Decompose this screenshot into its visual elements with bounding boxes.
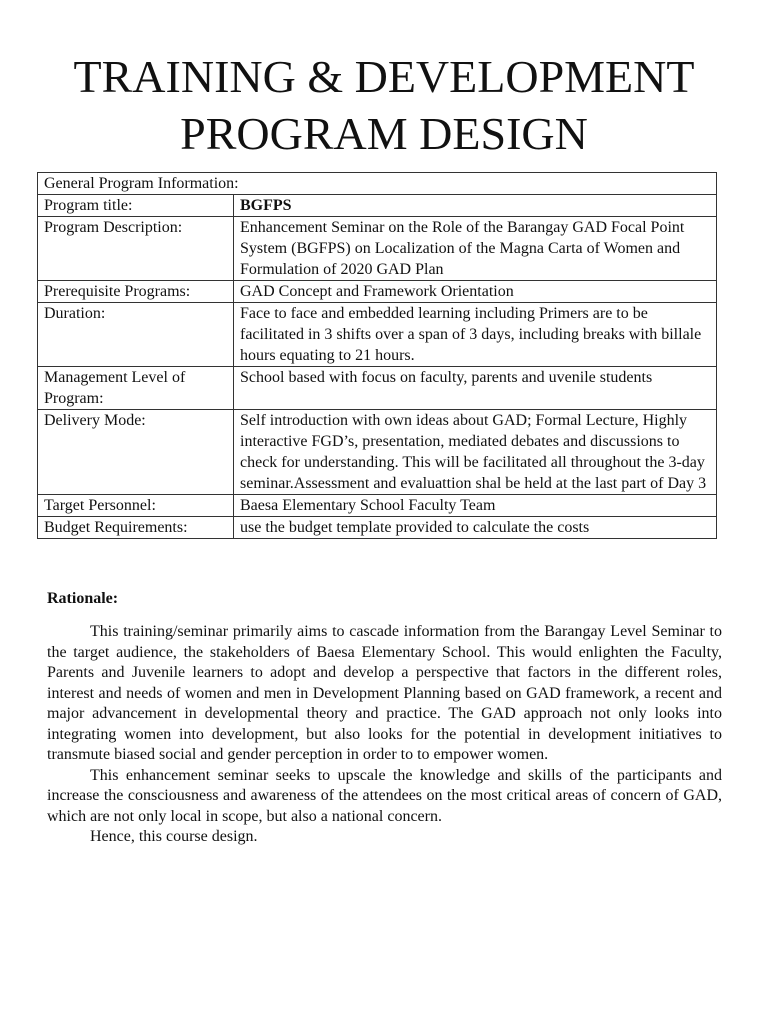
- row-value: Self introduction with own ideas about GAD; Formal Lecture, Highly interactive FGD’s, presentation, mediated debates and discussions to check for understanding. This will be facilitated all throughout the 3-day seminar.Assessment and evaluattion shal be held at the last part of Day 3: [234, 410, 717, 495]
- row-label: Target Personnel:: [38, 495, 234, 517]
- paragraph: This enhancement seminar seeks to upscale the knowledge and skills of the participants and increase the consciousness and awareness of the attendees on the most critical areas of concern of GAD, which are not only local in scope, but also a national concern.: [47, 766, 722, 825]
- table-header-row: [38, 173, 717, 195]
- table-row: [38, 517, 717, 539]
- paragraph: Hence, this course design.: [90, 828, 258, 845]
- rationale-body: [47, 622, 722, 848]
- row-value: BGFPS: [234, 195, 717, 217]
- title-line-2: PROGRAM DESIGN: [180, 108, 588, 159]
- table-row: [38, 217, 717, 281]
- table-row: [38, 195, 717, 217]
- row-label: Budget Requirements:: [38, 517, 234, 539]
- row-label: Management Level of Program:: [38, 367, 234, 410]
- table-row: [38, 367, 717, 410]
- row-label: Program Description:: [38, 217, 234, 281]
- row-value: Baesa Elementary School Faculty Team: [234, 495, 717, 517]
- row-value: GAD Concept and Framework Orientation: [234, 281, 717, 303]
- document-title: [0, 48, 768, 162]
- row-value: use the budget template provided to calculate the costs: [234, 517, 717, 539]
- table-row: [38, 303, 717, 367]
- row-value: Enhancement Seminar on the Role of the Barangay GAD Focal Point System (BGFPS) on Localization of the Magna Carta of Women and Formulation of 2020 GAD Plan: [234, 217, 717, 281]
- program-info-table: [37, 172, 717, 539]
- row-label: Duration:: [38, 303, 234, 367]
- row-value: Face to face and embedded learning including Primers are to be facilitated in 3 shifts over a span of 3 days, including breaks with billale hours equating to 21 hours.: [234, 303, 717, 367]
- rationale-heading: Rationale:: [47, 590, 119, 607]
- title-line-1: TRAINING & DEVELOPMENT: [73, 51, 695, 102]
- row-label: Delivery Mode:: [38, 410, 234, 495]
- paragraph: This training/seminar primarily aims to cascade information from the Barangay Level Seminar to the target audience, the stakeholders of Baesa Elementary School. This would enlighten the Faculty, Parents and Juvenile learners to adopt and develop a perspective that factors in the different roles, interest and needs of women and men in Development Planning based on GAD framework, a recent and major advancement in developmental theory and practice. The GAD approach not only looks into integrating women into development, but also looks for the potential in development initiatives to transmute biased social and gender perception in order to to empower women.: [47, 623, 722, 763]
- table-row: [38, 410, 717, 495]
- row-label: Program title:: [38, 195, 234, 217]
- row-label: Prerequisite Programs:: [38, 281, 234, 303]
- table-row: [38, 281, 717, 303]
- row-value: School based with focus on faculty, parents and uvenile students: [234, 367, 717, 410]
- table-header: General Program Information:: [38, 173, 717, 195]
- table-row: [38, 495, 717, 517]
